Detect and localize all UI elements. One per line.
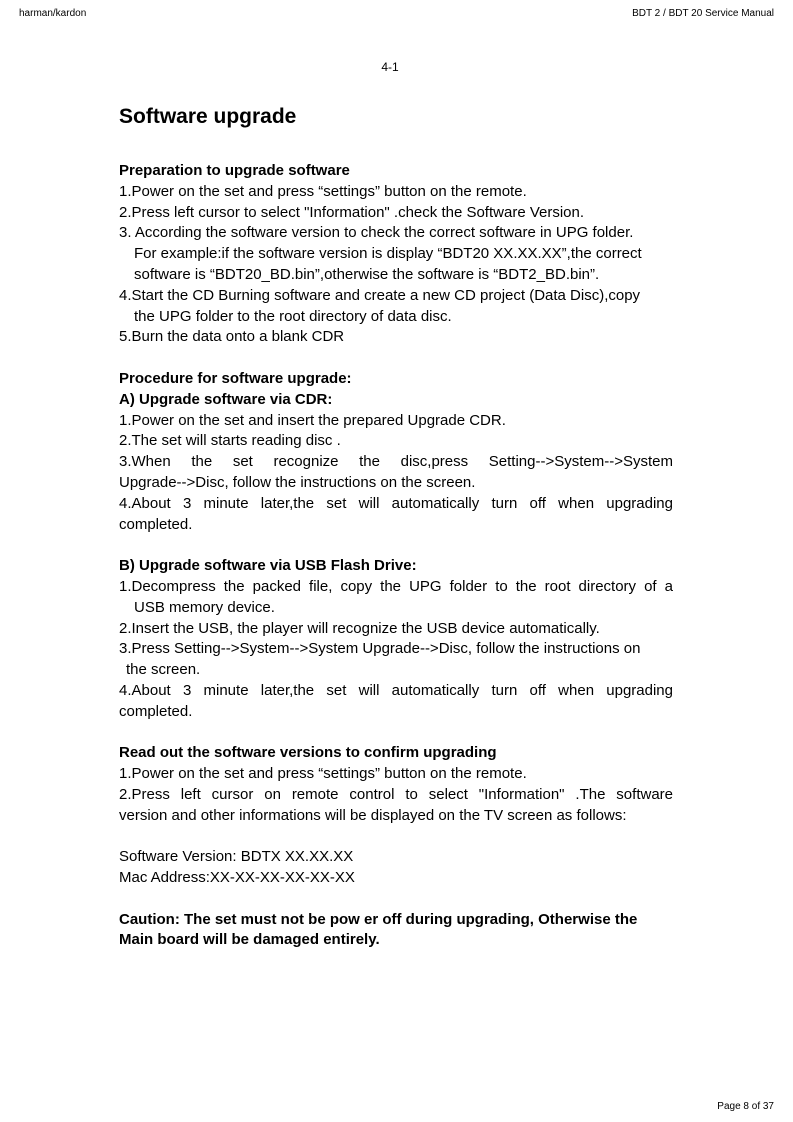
procedure-section — [119, 369, 673, 723]
caution-line: Caution: The set must not be pow er off during upgrading, Otherwise the — [119, 910, 638, 928]
cdr-step: 2.The set will starts reading disc . — [119, 432, 341, 450]
usb-step-continued: the screen. — [126, 661, 201, 679]
document-body — [119, 104, 673, 951]
page-footer: Page 8 of 37 — [717, 1101, 774, 1112]
readout-heading: Read out the software versions to confirm upgrading — [119, 744, 497, 762]
header-left-brand: harman/kardon — [19, 8, 87, 19]
preparation-step: 3. According the software version to check the correct software in UPG folder. — [119, 224, 634, 242]
usb-step: 4.About 3 minute later,the set will automatically turn off when upgrading — [119, 681, 673, 699]
usb-step-continued: USB memory device. — [134, 598, 275, 616]
cdr-upgrade-heading: A) Upgrade software via CDR: — [119, 390, 333, 408]
readout-step-continued: version and other informations will be displayed on the TV screen as follows: — [119, 806, 627, 824]
preparation-step: 1.Power on the set and press “settings” button on the remote. — [119, 182, 527, 200]
cdr-step: 4.About 3 minute later,the set will automatically turn off when upgrading — [119, 494, 673, 512]
cdr-step: 1.Power on the set and insert the prepared Upgrade CDR. — [119, 411, 506, 429]
preparation-section — [119, 161, 673, 348]
cdr-step: 3.When the set recognize the disc,press Setting-->System-->System — [119, 453, 673, 471]
preparation-heading: Preparation to upgrade software — [119, 162, 350, 179]
procedure-heading: Procedure for software upgrade: — [119, 369, 352, 387]
cdr-step-continued: Upgrade-->Disc, follow the instructions on the screen. — [119, 473, 476, 491]
page-number: 4-1 — [381, 60, 399, 74]
readout-step: 2.Press left cursor on remote control to select "Information" .The software — [119, 785, 673, 803]
mac-address-display: Mac Address:XX-XX-XX-XX-XX-XX — [119, 869, 355, 887]
usb-step: 1.Decompress the packed file, copy the UPG folder to the root directory of a — [119, 577, 673, 595]
cdr-step-continued: completed. — [119, 515, 193, 533]
software-version-display: Software Version: BDTX XX.XX.XX — [119, 848, 354, 866]
preparation-step-continued: software is “BDT20_BD.bin”,otherwise the software is “BDT2_BD.bin”. — [134, 265, 600, 283]
usb-step: 2.Insert the USB, the player will recognize the USB device automatically. — [119, 619, 600, 637]
usb-upgrade-heading: B) Upgrade software via USB Flash Drive: — [119, 557, 417, 575]
preparation-step-continued: For example:if the software version is display “BDT20 XX.XX.XX”,the correct — [134, 245, 642, 263]
caution-line: Main board will be damaged entirely. — [119, 931, 380, 949]
preparation-step-continued: the UPG folder to the root directory of data disc. — [134, 307, 452, 325]
preparation-step: 4.Start the CD Burning software and create a new CD project (Data Disc),copy — [119, 286, 641, 304]
header-right-manual-title: BDT 2 / BDT 20 Service Manual — [632, 8, 774, 19]
usb-step: 3.Press Setting-->System-->System Upgrade-->Disc, follow the instructions on — [119, 640, 641, 658]
preparation-step: 2.Press left cursor to select "Information" .check the Software Version. — [119, 203, 585, 221]
usb-step-continued: completed. — [119, 702, 193, 720]
preparation-step: 5.Burn the data onto a blank CDR — [119, 328, 345, 346]
page-title: Software upgrade — [119, 105, 297, 128]
caution-note — [119, 910, 673, 952]
readout-step: 1.Power on the set and press “settings” button on the remote. — [119, 765, 527, 783]
readout-section — [119, 743, 673, 889]
